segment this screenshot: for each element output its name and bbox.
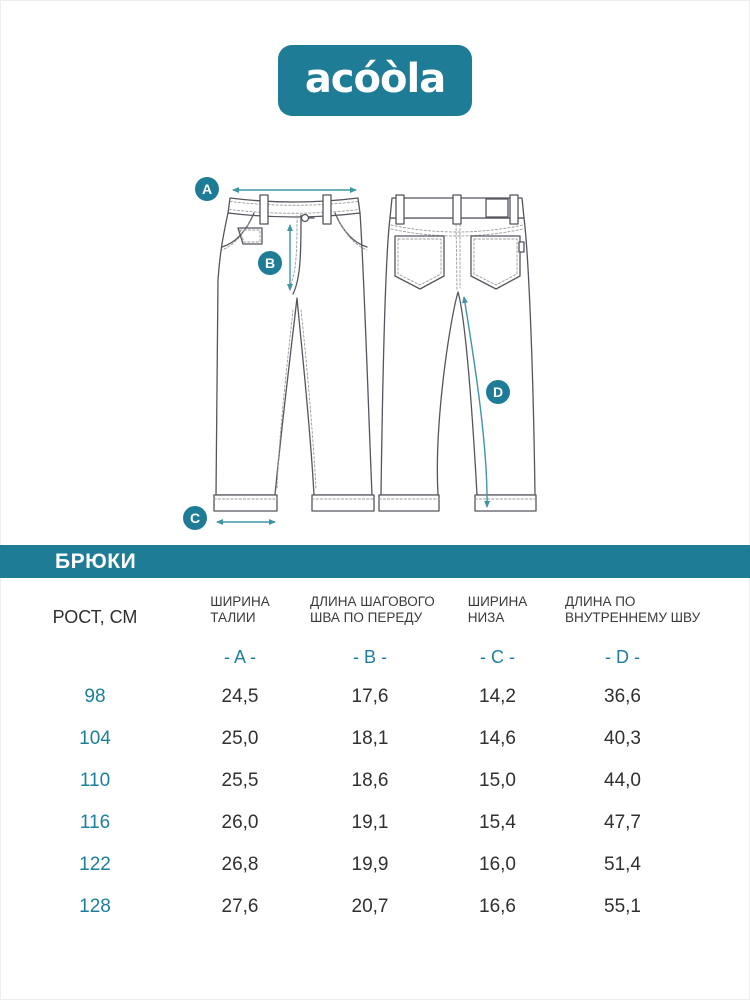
table-row <box>20 802 680 844</box>
measure-letter-c: C <box>189 510 201 526</box>
section-title-band <box>0 545 750 578</box>
measure-value: 25,5 <box>221 770 259 791</box>
size-value: 104 <box>79 728 111 749</box>
col-header-c <box>430 594 565 626</box>
measure-value: 14,2 <box>479 686 516 707</box>
header-line: ШИРИНА <box>467 594 528 609</box>
measure-value: 18,6 <box>351 770 389 791</box>
header-line: ТАЛИИ <box>210 610 256 625</box>
measure-letter-b: B <box>264 255 276 271</box>
measure-value: 26,0 <box>221 812 259 833</box>
back-pocket-tab <box>519 242 524 252</box>
header-line: НИЗА <box>467 610 505 625</box>
size-table <box>20 582 701 928</box>
measure-value: 17,6 <box>351 686 389 707</box>
table-row <box>20 718 680 760</box>
measure-value: 51,4 <box>604 854 641 875</box>
table-letter-row <box>20 638 680 676</box>
front-body <box>216 213 372 495</box>
letter-cell-a: - A - <box>223 646 256 667</box>
header-line: ШВА ПО ПЕРЕДУ <box>310 610 423 625</box>
table-row <box>20 886 680 928</box>
measure-letter-d: D <box>492 384 504 400</box>
trousers-back-view <box>379 195 536 511</box>
back-cuff-left <box>379 495 439 511</box>
size-value: 128 <box>79 896 111 917</box>
trousers-measurement-diagram <box>170 150 590 545</box>
section-title: БРЮКИ <box>55 550 137 573</box>
back-cuff-right <box>475 495 536 511</box>
measure-value: 44,0 <box>604 770 641 791</box>
measure-value: 27,6 <box>221 896 259 917</box>
measure-value: 15,0 <box>479 770 516 791</box>
size-value: 116 <box>79 812 111 833</box>
header-line: ДЛИНА ШАГОВОГО <box>310 594 435 609</box>
front-button <box>302 215 309 222</box>
back-belt-loop-left <box>396 195 404 224</box>
measure-value: 20,7 <box>351 896 389 917</box>
measure-value: 36,6 <box>604 686 641 707</box>
col-header-d <box>565 594 701 626</box>
back-belt-loop-right <box>510 195 518 224</box>
measure-value: 55,1 <box>604 896 641 917</box>
brand-logo-text: acóòla <box>304 56 446 102</box>
letter-cell-b: - B - <box>353 646 387 667</box>
size-value: 122 <box>79 854 111 875</box>
front-waistband <box>228 198 360 217</box>
table-header-row <box>20 582 701 638</box>
measure-value: 19,9 <box>351 854 389 875</box>
header-line: ВНУТРЕННЕМУ ШВУ <box>565 610 701 625</box>
size-value: 98 <box>84 686 106 707</box>
measure-value: 47,7 <box>604 812 641 833</box>
header-line: ДЛИНА ПО <box>565 594 636 609</box>
table-row <box>20 760 680 802</box>
letter-cell-c: - C - <box>480 646 515 667</box>
measure-value: 15,4 <box>479 812 516 833</box>
header-line: ШИРИНА <box>210 594 270 609</box>
col-header-a <box>170 594 310 626</box>
measure-value: 16,0 <box>479 854 516 875</box>
table-row <box>20 844 680 886</box>
letter-cell-d: - D - <box>605 646 640 667</box>
front-cuff-right <box>312 495 374 511</box>
measure-letter-a: A <box>201 181 213 197</box>
front-cuff-left <box>214 495 277 511</box>
size-value: 110 <box>79 770 111 791</box>
brand-logo <box>278 45 472 116</box>
measure-value: 25,0 <box>221 728 259 749</box>
measure-value: 40,3 <box>604 728 641 749</box>
front-belt-loop-left <box>260 195 268 224</box>
measure-value: 14,6 <box>479 728 516 749</box>
col-header-b <box>310 594 435 626</box>
measure-value: 18,1 <box>351 728 389 749</box>
back-belt-loop-center <box>453 195 461 224</box>
front-belt-loop-right <box>323 195 331 224</box>
col-header-rost: РОСТ, СМ <box>52 606 138 627</box>
table-row <box>20 676 680 718</box>
measure-value: 26,8 <box>221 854 259 875</box>
measure-value: 24,5 <box>221 686 259 707</box>
measure-value: 19,1 <box>351 812 389 833</box>
trousers-front-view <box>214 195 374 511</box>
measure-value: 16,6 <box>479 896 516 917</box>
